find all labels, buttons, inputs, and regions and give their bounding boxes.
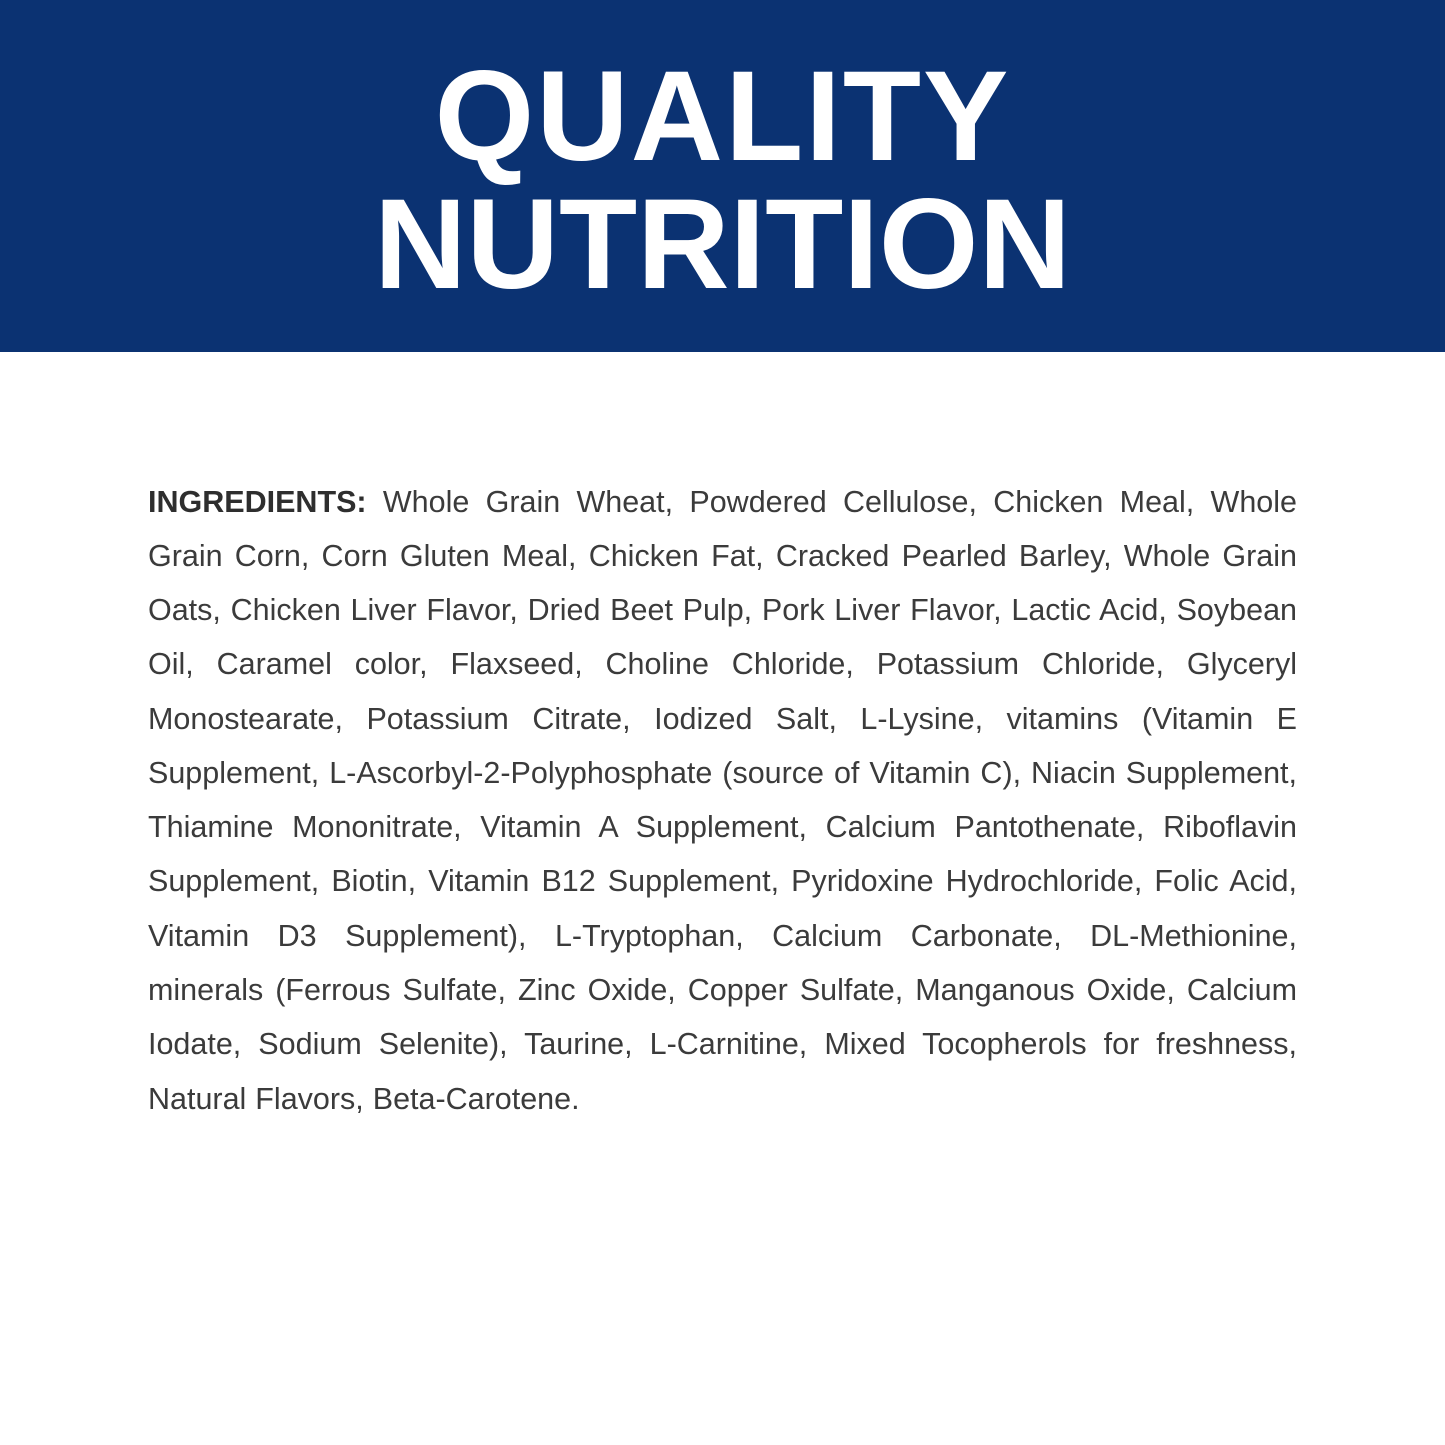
banner-title-line-2: NUTRITION: [374, 173, 1071, 316]
ingredients-label: INGREDIENTS:: [148, 484, 367, 519]
ingredients-paragraph: [148, 475, 1297, 1126]
ingredients-text: Whole Grain Wheat, Powdered Cellulose, Chicken Meal, Whole Grain Corn, Corn Gluten Meal, Chicken Fat, Cracked Pearled Barley, Whole Grain Oats, Chicken Liver Flavor, Dried Beet Pulp, Pork Liver Flavor, Lactic Acid, Soybean Oil, Caramel color, Flaxseed, Choline Chloride, Potassium Chloride, Glyceryl Monostearate, Potassium Citrate, Iodized Salt, L-Lysine, vitamins (Vitamin E Supplement, L-Ascorbyl-2-Polyphosphate (source of Vitamin C), Niacin Supplement, Thiamine Mononitrate, Vitamin A Supplement, Calcium Pantothenate, Riboflavin Supplement, Biotin, Vitamin B12 Supplement, Pyridoxine Hydrochloride, Folic Acid, Vitamin D3 Supplement), L-Tryptophan, Calcium Carbonate, DL-Methionine, minerals (Ferrous Sulfate, Zinc Oxide, Copper Sulfate, Manganous Oxide, Calcium Iodate, Sodium Selenite), Taurine, L-Carnitine, Mixed Tocopherols for freshness, Natural Flavors, Beta-Carotene.: [148, 484, 1297, 1116]
quality-nutrition-banner: [0, 0, 1445, 352]
banner-title-line-1: QUALITY: [434, 45, 1011, 189]
ingredients-content: [0, 352, 1445, 1126]
